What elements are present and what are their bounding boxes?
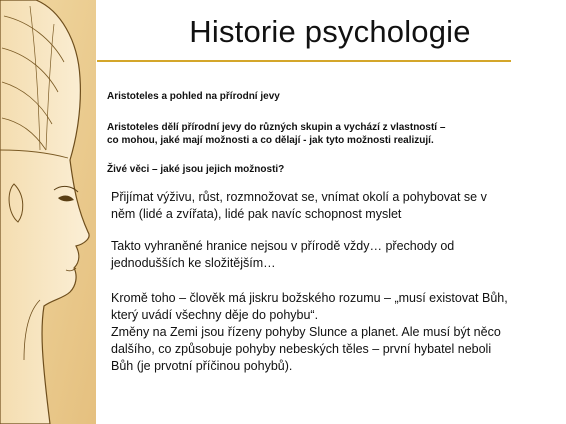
intro-text: Aristoteles dělí přírodní jevy do různých skupin a vychází z vlastností – co mohou, jaké mají možnosti a co dělají - jak tyto možnosti realizují.: [107, 122, 446, 146]
question-heading: Živé věci – jaké jsou jejich možnosti?: [107, 164, 285, 175]
section-heading: Aristoteles a pohled na přírodní jevy: [107, 91, 280, 102]
paragraph-prime-mover: Kromě toho – člověk má jiskru božského rozumu – „musí existovat Bůh, který uvádí všechny děje do pohybu“. Změny na Zemi jsou řízeny pohyby Slunce a planet. Ale musí být něco dalšího, co způsobuje pohyby nebeských těles – první hybatel neboli Bůh (je prvotní příčinou pohybů).: [111, 291, 508, 373]
phrenology-head-icon: [0, 0, 96, 424]
paragraph-capabilities: Přijímat výživu, růst, rozmnožovat se, vnímat okolí a pohybovat se v něm (lidé a zvířata), lidé pak navíc schopnost myslet: [111, 190, 487, 221]
title-divider: [97, 60, 511, 62]
page-title: Historie psychologie: [189, 14, 471, 49]
paragraph-transitions: Takto vyhraněné hranice nejsou v přírodě vždy… přechody od jednodušších ke složitějším…: [111, 239, 455, 270]
